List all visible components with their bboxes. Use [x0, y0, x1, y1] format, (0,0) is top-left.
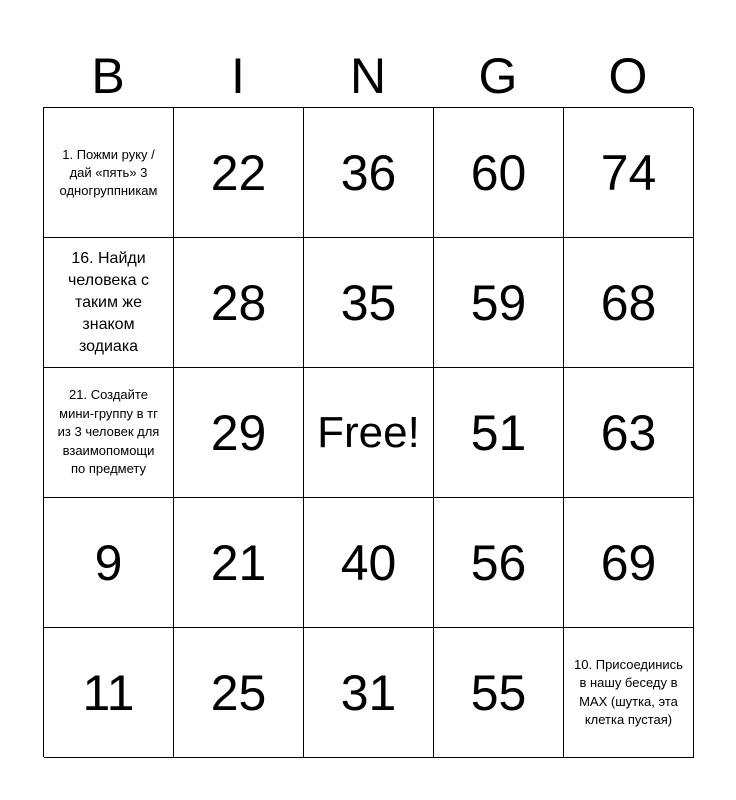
number-cell[interactable]: 28 [174, 238, 304, 368]
number-cell[interactable]: 68 [564, 238, 694, 368]
number-cell[interactable]: 22 [174, 108, 304, 238]
number-cell[interactable]: 21 [174, 498, 304, 628]
number-cell[interactable]: 69 [564, 498, 694, 628]
number-cell[interactable]: 55 [434, 628, 564, 758]
number-cell[interactable]: 25 [174, 628, 304, 758]
number-cell[interactable]: 74 [564, 108, 694, 238]
number-cell[interactable]: 59 [434, 238, 564, 368]
task-cell[interactable]: 1. Пожми руку / дай «пять» 3 одногруппникам [44, 108, 174, 238]
task-cell[interactable]: 21. Создайте мини-группу в тг из 3 человек для взаимопомощи по предмету [44, 368, 174, 498]
number-cell[interactable]: 40 [304, 498, 434, 628]
number-cell[interactable]: 60 [434, 108, 564, 238]
number-cell[interactable]: 51 [434, 368, 564, 498]
header-letter-b: B [91, 48, 125, 104]
header-letter-i: I [231, 48, 245, 104]
bingo-grid [43, 107, 693, 757]
bingo-header [43, 44, 693, 108]
number-cell[interactable]: 36 [304, 108, 434, 238]
number-cell[interactable]: 31 [304, 628, 434, 758]
free-cell[interactable]: Free! [304, 368, 434, 498]
task-cell[interactable]: 10. Присоединись в нашу беседу в МАХ (шутка, эта клетка пустая) [564, 628, 694, 758]
number-cell[interactable]: 35 [304, 238, 434, 368]
number-cell[interactable]: 29 [174, 368, 304, 498]
number-cell[interactable]: 63 [564, 368, 694, 498]
number-cell[interactable]: 56 [434, 498, 564, 628]
header-letter-g: G [478, 48, 518, 104]
header-letter-n: N [349, 48, 387, 104]
task-cell[interactable]: 16. Найди человека с таким же знаком зодиака [44, 238, 174, 368]
number-cell[interactable]: 9 [44, 498, 174, 628]
header-letter-o: O [608, 48, 648, 104]
number-cell[interactable]: 11 [44, 628, 174, 758]
